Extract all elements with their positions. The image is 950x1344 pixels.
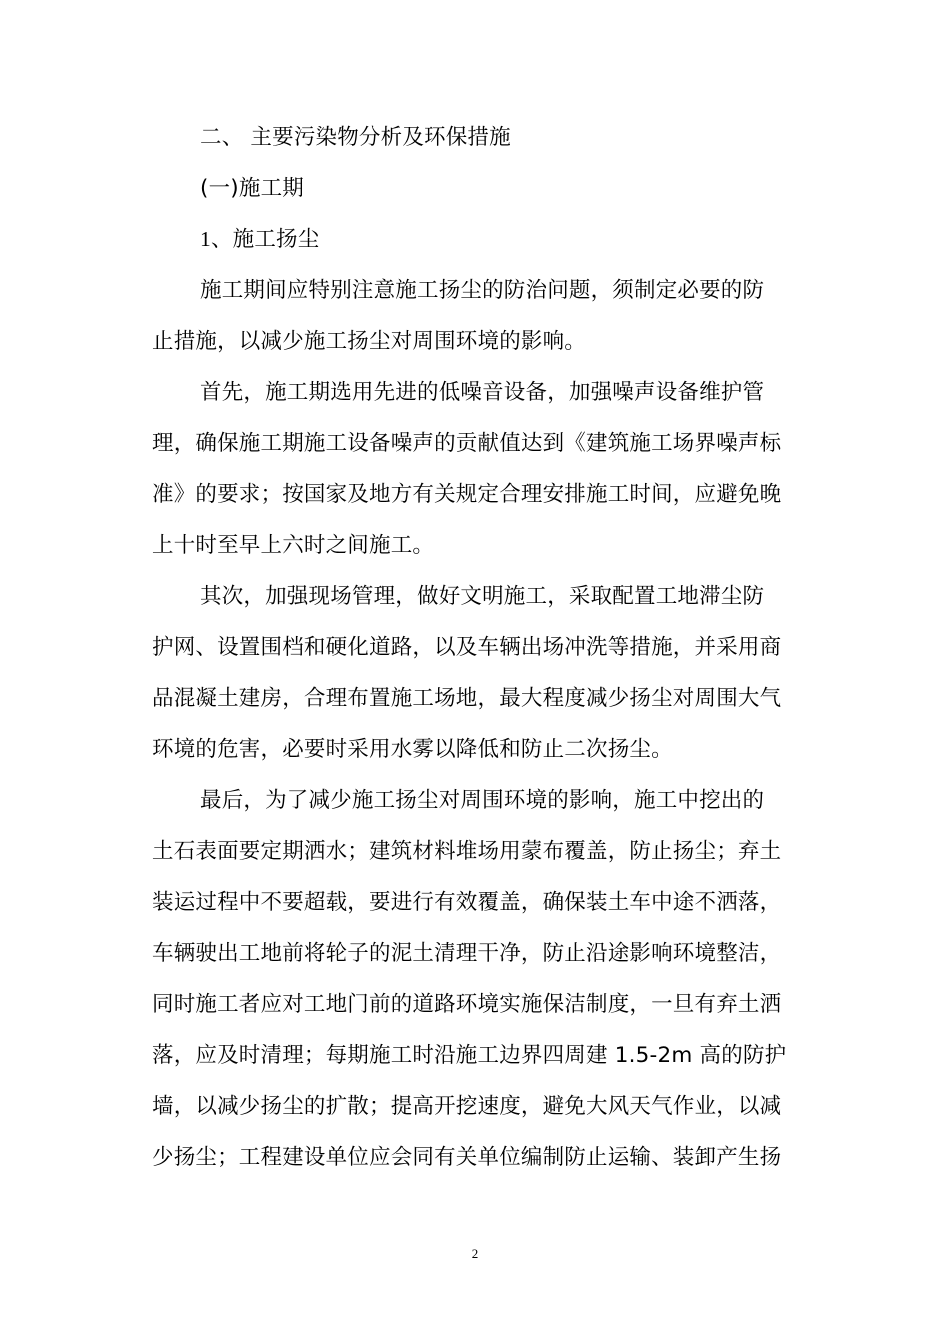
paragraph-line: 理，确保施工期施工设备噪声的贡献值达到《建筑施工场界噪声标	[152, 431, 782, 456]
section-heading: 二、 主要污染物分析及环保措施	[200, 125, 511, 150]
paragraph-line: 品混凝土建房，合理布置施工场地，最大程度减少扬尘对周围大气	[152, 686, 782, 711]
paragraph-line: 上十时至早上六时之间施工。	[152, 533, 435, 558]
paragraph-line: 车辆驶出工地前将轮子的泥土清理干净，防止沿途影响环境整洁，	[152, 941, 782, 966]
paragraph-line: 施工期间应特别注意施工扬尘的防治问题，须制定必要的防	[200, 278, 765, 303]
paragraph-line: 环境的危害，必要时采用水雾以降低和防止二次扬尘。	[152, 737, 673, 762]
paragraph-line: 首先，施工期选用先进的低噪音设备，加强噪声设备维护管	[200, 380, 765, 405]
item-heading: 1、施工扬尘	[200, 227, 320, 251]
paragraph-line: 护网、设置围档和硬化道路，以及车辆出场冲洗等措施，并采用商	[152, 635, 782, 660]
document-body	[152, 112, 802, 1183]
paragraph-line: 同时施工者应对工地门前的道路环境实施保洁制度，一旦有弃土洒	[152, 992, 782, 1017]
paragraph-line: 土石表面要定期洒水；建筑材料堆场用蒙布覆盖，防止扬尘；弃土	[152, 839, 782, 864]
paragraph-line: 准》的要求；按国家及地方有关规定合理安排施工时间，应避免晚	[152, 482, 782, 507]
paragraph-line: 止措施，以减少施工扬尘对周围环境的影响。	[152, 329, 587, 354]
paragraph-line: 落，应及时清理；每期施工时沿施工边界四周建 1.5-2m 高的防护	[152, 1043, 787, 1068]
paragraph-line: 墙，以减少扬尘的扩散；提高开挖速度，避免大风天气作业，以减	[152, 1094, 782, 1119]
paragraph-line: 最后，为了减少施工扬尘对周围环境的影响，施工中挖出的	[200, 788, 765, 813]
paragraph-line: 装运过程中不要超载，要进行有效覆盖，确保装土车中途不洒落，	[152, 890, 782, 915]
subsection-heading: (一)施工期	[200, 176, 304, 201]
paragraph-line: 其次，加强现场管理，做好文明施工，采取配置工地滞尘防	[200, 584, 765, 609]
page-number: 2	[471, 1246, 479, 1261]
paragraph-line: 少扬尘；工程建设单位应会同有关单位编制防止运输、装卸产生扬	[152, 1145, 782, 1170]
